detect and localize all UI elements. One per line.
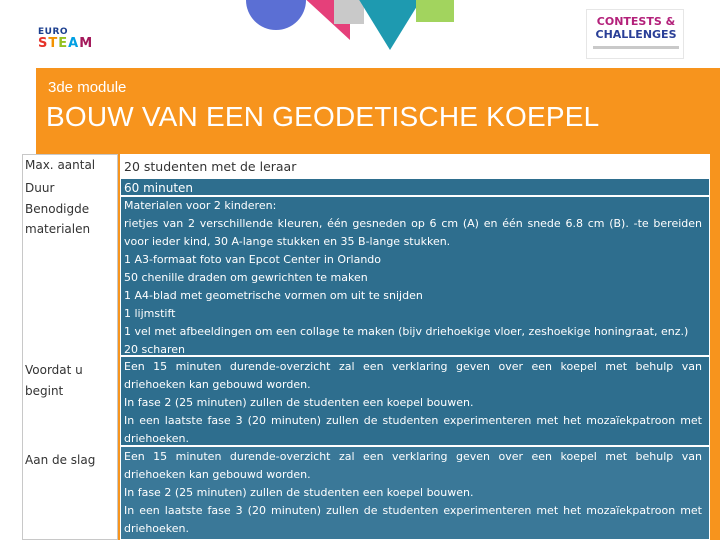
label-duur: Duur bbox=[25, 181, 55, 195]
materialen-line: rietjes van 2 verschillende kleuren, één gesneden op 6 cm (A) en één snede 6.8 cm (B). -te bereiden voor ieder kind, 30 A-lange stukken en 35 B-lange stukken. bbox=[124, 217, 702, 248]
materialen-line: 50 chenille draden om gewrichten te maken bbox=[124, 271, 368, 284]
eurosteam-logo bbox=[38, 27, 108, 51]
aan-de-slag-line: In een laatste fase 3 (20 minuten) zullen de studenten experimenteren met het mozaïekpatroon met driehoeken. bbox=[124, 504, 702, 535]
logo-challenges-text: CHALLENGES bbox=[595, 28, 677, 41]
decorative-shapes bbox=[240, 0, 480, 52]
shape-teal-triangle bbox=[358, 0, 422, 50]
logo-contests-text: CONTESTS & bbox=[596, 15, 676, 28]
value-aan-de-slag bbox=[124, 448, 702, 538]
module-subtitle: 3de module bbox=[48, 79, 127, 96]
materialen-line: 1 A4-blad met geometrische vormen om uit te snijden bbox=[124, 289, 423, 302]
value-materialen bbox=[124, 197, 702, 359]
value-duur: 60 minuten bbox=[124, 181, 194, 195]
label-materialen: materialen bbox=[25, 222, 91, 236]
logo-steam-text: STEAM bbox=[38, 36, 94, 51]
aan-de-slag-line: Een 15 minuten durende-overzicht zal een verklaring geven over een koepel met behulp van driehoeken kan gebouwd worden. bbox=[124, 450, 702, 481]
materialen-line: Materialen voor 2 kinderen: bbox=[124, 199, 277, 212]
shape-blue-circle bbox=[246, 0, 306, 30]
label-voordat-u: Voordat u bbox=[25, 363, 83, 377]
materialen-line: 1 vel met afbeeldingen om een collage te maken (bijv driehoekige vloer, zeshoekige honingraat, enz.) bbox=[124, 325, 689, 338]
voordat-line: Een 15 minuten durende-overzicht zal een verklaring geven over een koepel met behulp van driehoeken kan gebouwd worden. bbox=[124, 360, 702, 391]
logo-tagline-bar bbox=[593, 46, 679, 49]
label-benodigde: Benodigde bbox=[25, 202, 90, 216]
value-max-aantal: 20 studenten met de leraar bbox=[124, 159, 297, 174]
contests-challenges-logo bbox=[586, 9, 684, 59]
value-voordat-u-begint bbox=[124, 358, 702, 448]
logo-euro-text: EURO bbox=[38, 27, 69, 37]
page-title: BOUW VAN EEN GEODETISCHE KOEPEL bbox=[46, 101, 600, 132]
label-begint: begint bbox=[25, 384, 64, 398]
aan-de-slag-line: In fase 2 (25 minuten) zullen de studenten een koepel bouwen. bbox=[124, 486, 474, 499]
shape-green-square bbox=[416, 0, 454, 22]
label-max-aantal: Max. aantal bbox=[25, 158, 96, 172]
materialen-line: 1 A3-formaat foto van Epcot Center in Orlando bbox=[124, 253, 382, 266]
shape-gray-square bbox=[334, 0, 364, 24]
label-aan-de-slag: Aan de slag bbox=[25, 453, 96, 467]
voordat-line: In een laatste fase 3 (20 minuten) zullen de studenten experimenteren met het mozaïekpatroon met driehoeken. bbox=[124, 414, 702, 445]
voordat-line: In fase 2 (25 minuten) zullen de studenten een koepel bouwen. bbox=[124, 396, 474, 409]
materialen-line: 1 lijmstift bbox=[124, 307, 176, 320]
materialen-line: 20 scharen bbox=[124, 343, 186, 356]
header-bar bbox=[0, 0, 720, 68]
